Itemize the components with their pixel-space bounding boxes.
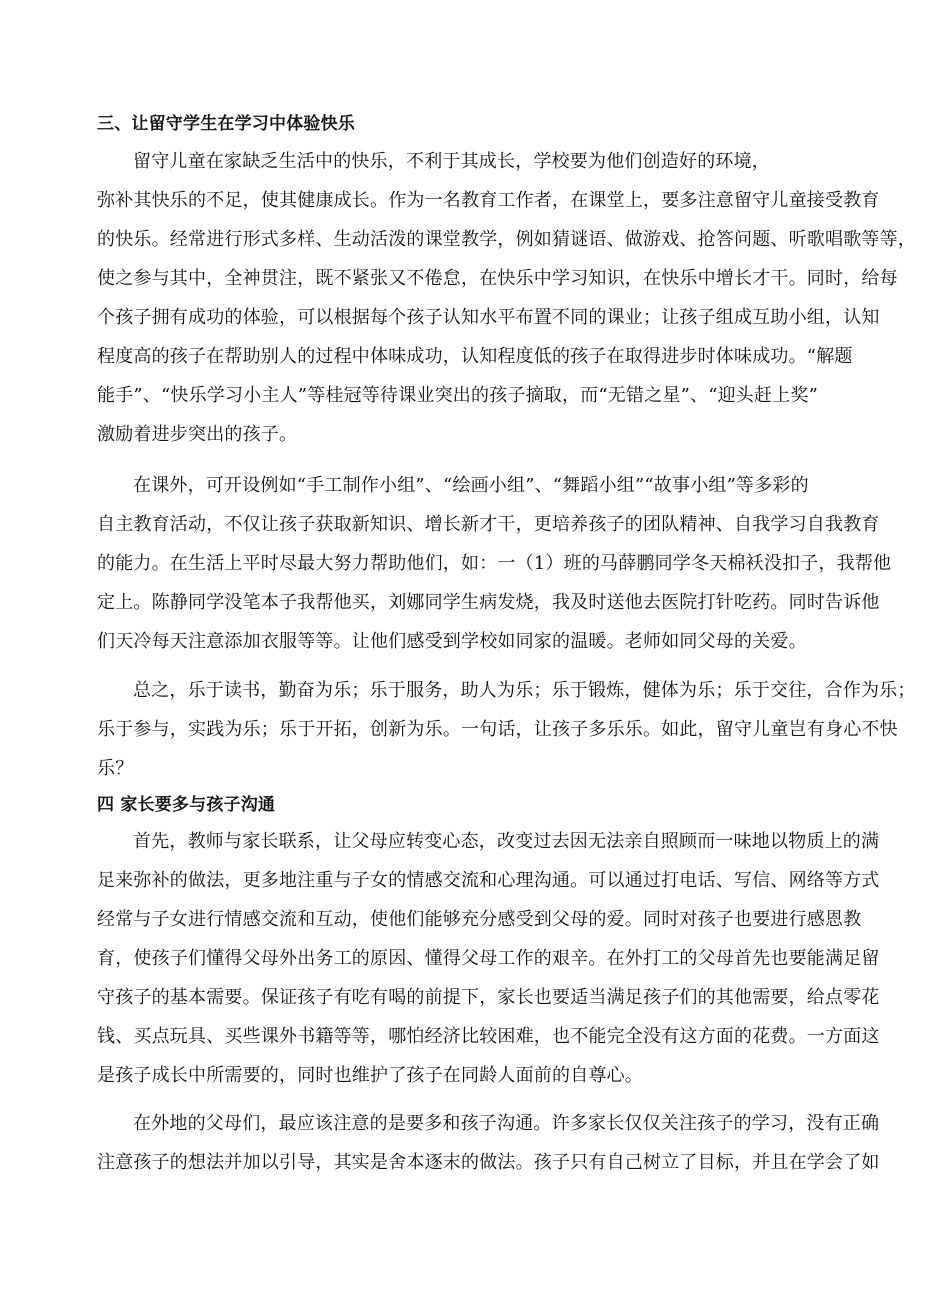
paragraph-line: 育，使孩子们懂得父母外出务工的原因、懂得父母工作的艰辛。在外打工的父母首先也要能满足留 — [97, 948, 880, 969]
paragraph-line: 乐？ — [97, 758, 134, 779]
paragraph-line: 在课外，可开设例如“手工制作小组”、“绘画小组”、“舞蹈小组”“故事小组”等多彩的 — [133, 475, 809, 496]
paragraph-line: 首先，教师与家长联系，让父母应转变心态，改变过去因无法亲自照顾而一味地以物质上的满 — [133, 831, 880, 852]
paragraph-line: 们天冷每天注意添加衣服等等。让他们感受到学校如同家的温暖。老师如同父母的关爱。 — [97, 631, 807, 652]
section-3-heading: 三、让留守学生在学习中体验快乐 — [97, 114, 355, 134]
paragraph-line: 能手”、“快乐学习小主人”等桂冠等待课业突出的孩子摘取，而“无错之星”、“迎头赶上奖” — [97, 385, 819, 406]
paragraph-line: 激励着进步突出的孩子。 — [97, 424, 298, 445]
paragraph-line: 定上。陈静同学没笔本子我帮他买，刘娜同学生病发烧，我及时送他去医院打针吃药。同时告诉他 — [97, 592, 880, 613]
paragraph-line: 钱、买点玩具、买些课外书籍等等，哪怕经济比较困难，也不能完全没有这方面的花费。一方面这 — [97, 1026, 880, 1047]
paragraph-line: 个孩子拥有成功的体验，可以根据每个孩子认知水平布置不同的课业；让孩子组成互助小组，认知 — [97, 307, 880, 328]
paragraph-line: 经常与子女进行情感交流和互动，使他们能够充分感受到父母的爱。同时对孩子也要进行感恩教 — [97, 909, 862, 930]
paragraph-line: 程度高的孩子在帮助别人的过程中体味成功，认知程度低的孩子在取得进步时体味成功。“解题 — [97, 346, 853, 367]
paragraph-line: 使之参与其中，全神贯注，既不紧张又不倦怠，在快乐中学习知识，在快乐中增长才干。同时，给每 — [97, 268, 898, 289]
paragraph-line: 自主教育活动，不仅让孩子获取新知识、增长新才干，更培养孩子的团队精神、自我学习自我教育 — [97, 514, 880, 535]
paragraph-line: 守孩子的基本需要。保证孩子有吃有喝的前提下，家长也要适当满足孩子们的其他需要，给点零花 — [97, 987, 880, 1008]
paragraph-line: 弥补其快乐的不足，使其健康成长。作为一名教育工作者，在课堂上，要多注意留守儿童接受教育 — [97, 190, 880, 211]
paragraph-line: 在外地的父母们，最应该注意的是要多和孩子沟通。许多家长仅仅关注孩子的学习，没有正确 — [133, 1113, 880, 1134]
paragraph-line: 注意孩子的想法并加以引导，其实是舍本逐末的做法。孩子只有自己树立了目标，并且在学会了如 — [97, 1152, 880, 1173]
paragraph-line: 的能力。在生活上平时尽最大努力帮助他们，如：一（1）班的马薛鹏同学冬天棉袄没扣子，我帮他 — [97, 553, 892, 574]
paragraph-line: 乐于参与，实践为乐；乐于开拓，创新为乐。一句话，让孩子多乐乐。如此，留守儿童岂有身心不快 — [97, 719, 898, 740]
paragraph-line: 是孩子成长中所需要的，同时也维护了孩子在同龄人面前的自尊心。 — [97, 1065, 643, 1086]
paragraph-line: 足来弥补的做法，更多地注重与子女的情感交流和心理沟通。可以通过打电话、写信、网络等方式 — [97, 870, 880, 891]
paragraph-line: 总之，乐于读书，勤奋为乐；乐于服务，助人为乐；乐于锻炼，健体为乐；乐于交往，合作为乐； — [133, 680, 916, 701]
section-4-heading: 四 家长要多与孩子沟通 — [97, 795, 276, 815]
paragraph-line: 留守儿童在家缺乏生活中的快乐，不利于其成长，学校要为他们创造好的环境， — [133, 151, 770, 172]
paragraph-line: 的快乐。经常进行形式多样、生动活泼的课堂教学，例如猜谜语、做游戏、抢答问题、听歌唱歌等等， — [97, 229, 916, 250]
